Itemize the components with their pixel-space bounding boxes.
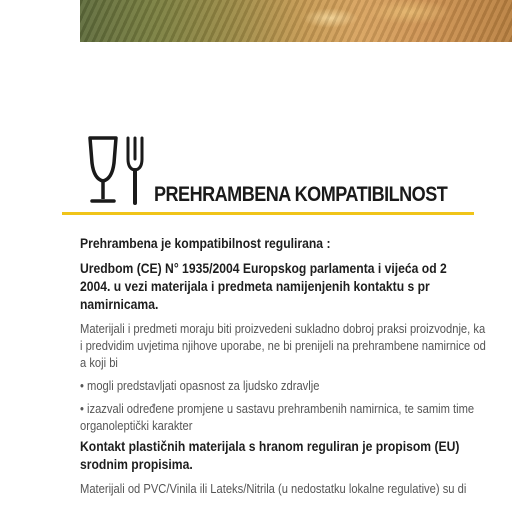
document-body [80,235,512,497]
food-contact-glass-fork-icon [84,133,154,207]
header-photo [80,0,512,42]
materials-paragraph: Materijali od PVC/Vinila ili Lateks/Nitrila (u nedostatku lokalne regulative) su di [80,481,467,496]
bullet-health-risk: • mogli predstavljati opasnost za ljudsko zdravlje [80,378,320,393]
section-title: PREHRAMBENA KOMPATIBILNOST [154,183,448,206]
plastic-contact-heading: Kontakt plastičnih materijala s hranom reguliran je propisom (EU) srodnim propisima. [80,439,460,472]
title-underline [62,212,474,215]
regulation-heading: Prehrambena je kompatibilnost regulirana : [80,236,331,251]
regulation-reference: Uredbom (CE) N° 1935/2004 Europskog parlamenta i vijeća od 2 2004. u vezi materijala i predmeta namijenjenih kontaktu s pr namirnicama. [80,261,447,312]
requirements-paragraph: Materijali i predmeti moraju biti proizvedeni sukladno dobroj praksi proizvodnje, ka i predvidim uvjetima njihove uporabe, ne bi prenijeli na prehrambene namirnice od a koji bi [80,321,486,370]
bullet-composition-change: • izazvali određene promjene u sastavu prehrambenih namirnica, te samim time organoleptički karakter [80,401,475,433]
